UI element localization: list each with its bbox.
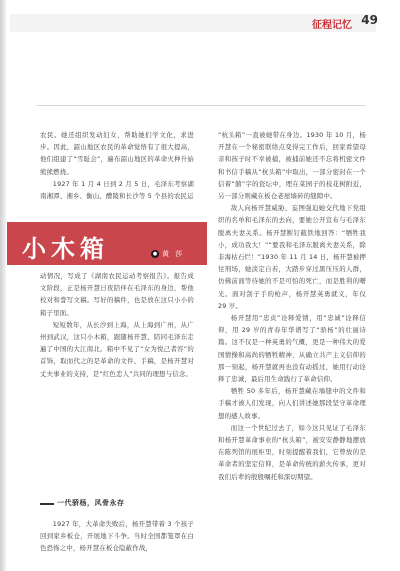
article-title: 小木箱 — [22, 234, 109, 263]
paragraph: 敌人向杨开慧威胁，妄图强迫她交代地下党组织的名单和毛泽东的去向，要她公开宣布与毛泽东脱离夫妻关系。杨开慧断钉截铁地回答：“牺牲我小，成功我大！”“要我和毛泽东脱离夫妻关系，除非海枯石烂！”1930 年 11 月 14 日，杨开慧被押往刑场，她淡定自若，大踏步穿过黑压压的人群，仿佛前面等待她的不是可怕的死亡，而是胜利的曙光。面对刽子手的枪声，杨开慧英勇就义，年仅 29 岁。 — [218, 204, 366, 310]
paragraph: 而这一个世纪过去了，如今这只见证了毛泽东和杨开慧革命事业的“杭头箱”，被安安静静地摆放在陈列馆的展柜里，时刻提醒着我们，它曾放的是革命者的坚定信仰，是革命传统的薪火传承，更对我们后辈的殷殷嘱托和深切期望。 — [218, 423, 366, 481]
author-name: 黄 莎 — [162, 250, 185, 258]
paragraph: 牺牲 50 多年后，杨开慧藏在墙缝中的文件和手稿才被人们发现，向人们讲述她那段坚守革命理想的感人故事。 — [218, 387, 366, 420]
paragraph: “杭头箱”一直被她带在身边。1930 年 10 月，杨开慧在一个秘密联络点变得完工作后，回家看望母亲和孩子时不幸被捕，被捕前她还不忘将机密文件和书信手稿从“杭头箱”中取出，一部分密封在一个信着“囍”字的瓷坛中，埋在菜园子的枝花树附近，另一部分则藏在板仓老屋墙砖的缝隙中。 — [218, 131, 366, 201]
left-column-top — [40, 129, 194, 202]
book-spine-shadow — [0, 0, 6, 571]
paragraph: 杨开慧用“忠贞”诠释爱情，用“忠诚”诠释信仰，用 29 岁的青春年华谱写了“骄杨”的壮丽诗篇。这不仅是一种英勇的气概，更是一种伟大的爱国情操和高尚的牺牲精神，从确立共产主义信仰的那一刻起，杨开慧就再也没有动摇过，她用行动诠释了忠诚，最后用生命践行了革命信仰。 — [218, 314, 366, 384]
subheading-text: 一代骄杨，风骨永存 — [57, 499, 125, 507]
paragraph: 短短数年，从长沙到上海，从上海到广州，从广州到武汉，这只小木箱，跟随杨开慧、陪同毛泽东走遍了中国的大江南北。箱中不见了“女为悦己者容”的首饰，取而代之的是革命的文件、手稿，是杨开慧对丈夫事业的支持，是“红色恋人”共同的理想与信念。 — [40, 320, 194, 378]
left-column-bottom — [40, 270, 194, 380]
section-label: 征程记忆 — [312, 20, 352, 31]
paragraph: 1927 年，大革命失败后，杨开慧带着 3 个孩子回到家乡板仓，开展地下斗争。当时全国都笼罩在白色恐怖之中，杨开慧在板仓隐蔽作战， — [40, 520, 194, 553]
top-divider — [36, 105, 366, 106]
paragraph: 动情况，写成了《湖南农民运动考察报告》。报告成文阶段，正是杨开慧日夜陪伴在毛泽东的身边，帮他校对和誊写文稿。写好的稿件，也是放在这只小小的箱子里面。 — [40, 272, 194, 317]
paragraph: 1927 年 1 月 4 日到 2 月 5 日，毛泽东考察湖南湘潭、湘乡、衡山、醴陵和长沙等 5 个县的农民运 — [40, 179, 194, 201]
paragraph: 农民。她还组织发动妇女，帮助她们学文化，求进步。因此，韶山地区农民的革命觉悟有了很大提高，他们组建了“雪耻会”，遍布韶山地区的革命火种升始熊熊燃烧。 — [40, 131, 194, 176]
subheading-dash — [40, 503, 54, 505]
author-badge-icon: ● — [152, 251, 158, 257]
subheading — [40, 498, 200, 510]
right-column — [218, 129, 366, 483]
left-column-final — [40, 518, 194, 555]
page-number: 49 — [361, 13, 378, 27]
